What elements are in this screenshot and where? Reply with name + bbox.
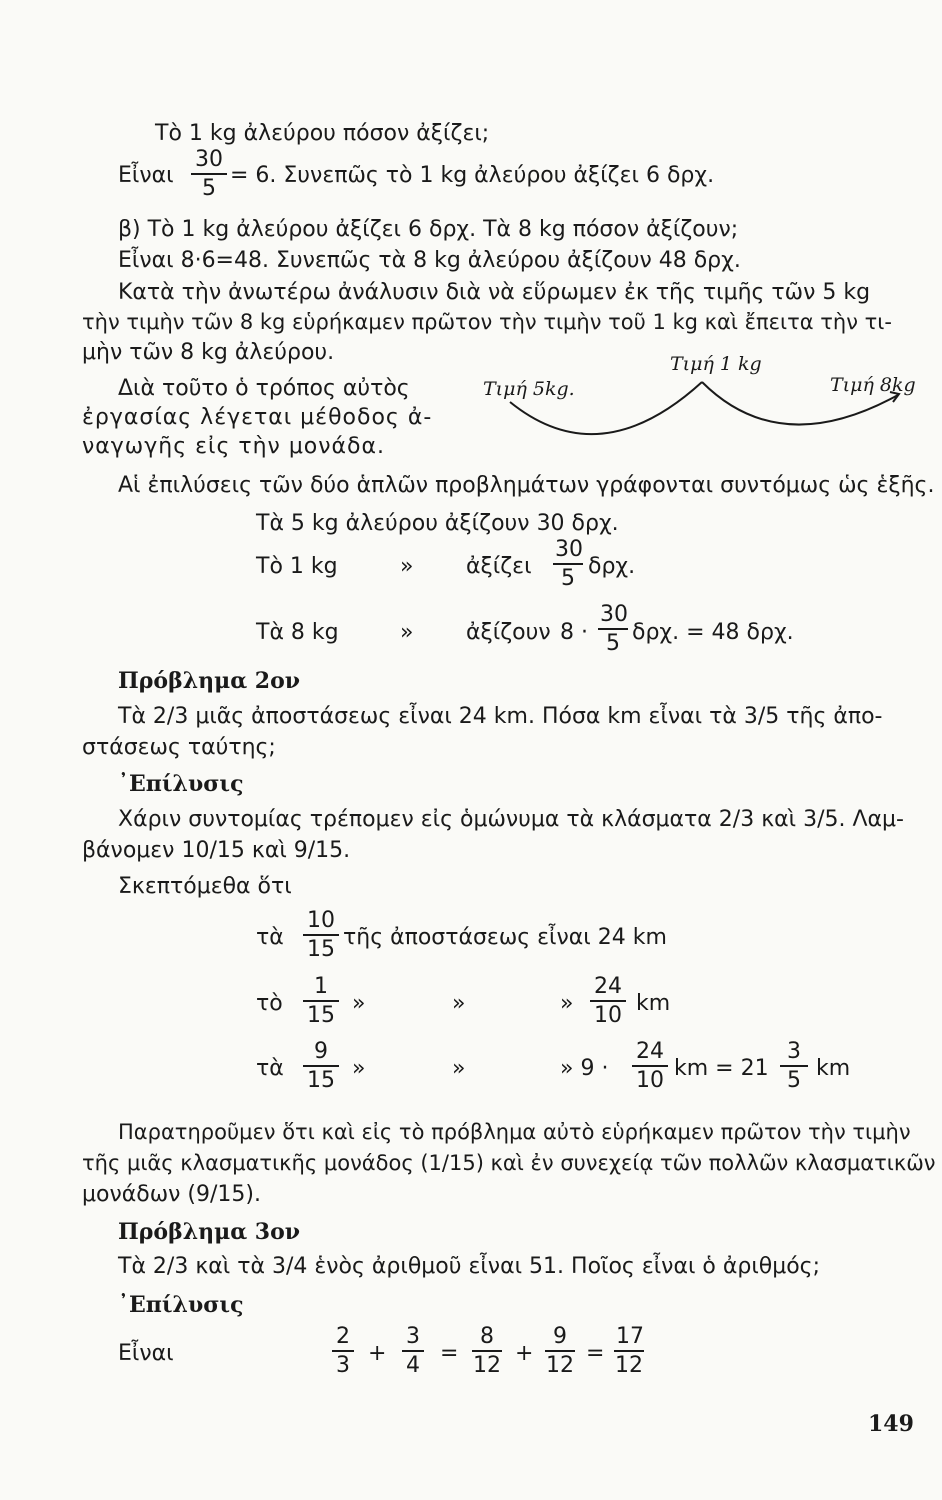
text-line: τὰ xyxy=(256,925,284,950)
text-line: δρχ. xyxy=(588,554,636,579)
text-line: τῆς μιᾶς κλασματικῆς μονάδος (1/15) καὶ ἐν συνεχείᾳ τῶν πολλῶν κλασματικῶν xyxy=(82,1151,936,1175)
text-line: km xyxy=(816,1056,851,1081)
fraction-numerator: 2 xyxy=(336,1324,350,1349)
fraction-denominator: 12 xyxy=(615,1353,643,1378)
fraction xyxy=(303,1041,339,1092)
text-line: τὴν τιμὴν τῶν 8 kg εὑρήκαμεν πρῶτον τὴν τιμὴν τοῦ 1 kg καὶ ἔπειτα τὴν τι- xyxy=(82,310,892,334)
math-operator: + xyxy=(515,1341,534,1366)
text-line: Χάριν συντομίας τρέπομεν εἰς ὁμώνυμα τὰ κλάσματα 2/3 καὶ 3/5. Λαμ- xyxy=(118,807,904,832)
fraction-denominator: 5 xyxy=(561,566,575,591)
text-line: στάσεως ταύτης; xyxy=(82,735,276,760)
fraction-numerator: 30 xyxy=(600,602,628,627)
fraction-numerator: 9 xyxy=(553,1324,567,1349)
text-line: Σκεπτόμεθα ὅτι xyxy=(118,874,292,899)
fraction-numerator: 10 xyxy=(307,908,335,933)
fraction-numerator: 30 xyxy=(195,147,223,172)
text-line: Τὸ 1 kg ἀλεύρου πόσον ἀξίζει; xyxy=(155,121,490,146)
fraction-denominator: 15 xyxy=(307,1003,335,1028)
math-operator: + xyxy=(368,1341,387,1366)
text-line: » xyxy=(352,991,366,1016)
fraction-numerator: 3 xyxy=(787,1039,801,1064)
text-line: Τὰ 8 kg xyxy=(256,620,339,645)
text-line: Παρατηροῦμεν ὅτι καὶ εἰς τὸ πρόβλημα αὐτὸ εὑρήκαμεν πρῶτον τὴν τιμὴν xyxy=(118,1120,911,1144)
text-line: » 9 · xyxy=(560,1056,609,1081)
diagram-label-price-5kg: Τιμή 5kg. xyxy=(483,378,575,400)
text-line: » xyxy=(400,554,414,579)
fraction-denominator: 15 xyxy=(307,937,335,962)
text-line: Διὰ τοῦτο ὁ τρόπος αὐτὸς xyxy=(118,376,410,401)
text-line: Εἶναι xyxy=(118,163,174,188)
text-line: μὴν τῶν 8 kg ἀλεύρου. xyxy=(82,340,335,365)
fraction xyxy=(632,1041,668,1092)
fraction xyxy=(590,976,626,1027)
diagram-label-price-8kg: Τιμή 8kg xyxy=(830,374,916,396)
fraction xyxy=(303,976,339,1027)
fraction-denominator: 5 xyxy=(202,176,216,201)
text-line: ἐργασίας λέγεται μέθοδος ἀ- xyxy=(82,405,433,430)
fraction xyxy=(191,149,227,200)
fraction-numerator: 24 xyxy=(594,974,622,999)
fraction xyxy=(614,1326,644,1377)
fraction xyxy=(598,604,628,655)
fraction xyxy=(402,1326,424,1377)
fraction xyxy=(303,910,339,961)
fraction xyxy=(553,539,583,590)
text-line: 8 · xyxy=(560,620,588,645)
fraction-numerator: 24 xyxy=(636,1039,664,1064)
text-line: Εἶναι 8·6=48. Συνεπῶς τὰ 8 kg ἀλεύρου ἀξίζουν 48 δρχ. xyxy=(118,248,741,273)
fraction-denominator: 5 xyxy=(606,631,620,656)
text-line: km xyxy=(636,991,671,1016)
text-line: Κατὰ τὴν ἀνωτέρω ἀνάλυσιν διὰ νὰ εὕρωμεν ἐκ τῆς τιμῆς τῶν 5 kg xyxy=(118,280,871,305)
fraction-numerator: 9 xyxy=(314,1039,328,1064)
section-heading: ᾿Επίλυσις xyxy=(118,771,244,797)
text-line: km = 21 xyxy=(674,1056,769,1081)
text-line: » xyxy=(560,991,574,1016)
fraction-numerator: 17 xyxy=(616,1324,644,1349)
math-operator: = xyxy=(586,1341,605,1366)
text-line: τὸ xyxy=(256,991,283,1016)
text-line: μονάδων (9/15). xyxy=(82,1182,261,1207)
fraction-denominator: 15 xyxy=(307,1068,335,1093)
text-line: ναγωγῆς εἰς τὴν μονάδα. xyxy=(82,434,386,459)
section-heading: Πρόβλημα 3ον xyxy=(118,1219,301,1245)
fraction-denominator: 5 xyxy=(787,1068,801,1093)
text-line: τῆς ἀποστάσεως εἶναι 24 km xyxy=(343,925,667,950)
text-line: βάνομεν 10/15 καὶ 9/15. xyxy=(82,838,351,863)
reduction-diagram xyxy=(480,370,910,440)
fraction-denominator: 12 xyxy=(546,1353,574,1378)
text-line: τὰ xyxy=(256,1056,284,1081)
text-line: Τὰ 2/3 καὶ τὰ 3/4 ἑνὸς ἀριθμοῦ εἶναι 51. Ποῖος εἶναι ὁ ἀριθμός; xyxy=(118,1254,821,1279)
fraction-denominator: 4 xyxy=(406,1353,420,1378)
text-line: Τὰ 2/3 μιᾶς ἀποστάσεως εἶναι 24 km. Πόσα km εἶναι τὰ 3/5 τῆς ἀπο- xyxy=(118,704,883,729)
text-line: = 6. Συνεπῶς τὸ 1 kg ἀλεύρου ἀξίζει 6 δρχ. xyxy=(230,163,715,188)
page-number: 149 xyxy=(868,1411,914,1437)
fraction-numerator: 1 xyxy=(314,974,328,999)
fraction-numerator: 30 xyxy=(555,537,583,562)
text-line: » xyxy=(352,1056,366,1081)
text-line: Αἱ ἐπιλύσεις τῶν δύο ἁπλῶν προβλημάτων γράφονται συντόμως ὡς ἑξῆς. xyxy=(118,473,935,498)
fraction-numerator: 8 xyxy=(480,1324,494,1349)
fraction xyxy=(780,1041,808,1092)
text-line: ἀξίζει xyxy=(466,554,532,579)
section-heading: Πρόβλημα 2ον xyxy=(118,668,301,694)
fraction xyxy=(545,1326,575,1377)
arc-right xyxy=(702,382,898,425)
fraction-numerator: 3 xyxy=(406,1324,420,1349)
text-line: ἀξίζουν xyxy=(466,620,551,645)
fraction xyxy=(332,1326,354,1377)
arc-left xyxy=(510,382,702,434)
fraction-denominator: 10 xyxy=(636,1068,664,1093)
text-line: Εἶναι xyxy=(118,1341,174,1366)
text-line: » xyxy=(452,1056,466,1081)
fraction-denominator: 10 xyxy=(594,1003,622,1028)
text-line: β) Τὸ 1 kg ἀλεύρου ἀξίζει 6 δρχ. Τὰ 8 kg πόσον ἀξίζουν; xyxy=(118,217,739,242)
text-line: » xyxy=(400,620,414,645)
text-line: » xyxy=(452,991,466,1016)
fraction-denominator: 3 xyxy=(336,1353,350,1378)
diagram-label-price-1kg: Τιμή 1 kg xyxy=(670,353,762,375)
fraction xyxy=(472,1326,502,1377)
text-line: Τὰ 5 kg ἀλεύρου ἀξίζουν 30 δρχ. xyxy=(256,511,619,536)
section-heading: ᾿Επίλυσις xyxy=(118,1292,244,1318)
text-line: δρχ. = 48 δρχ. xyxy=(632,620,794,645)
text-line: Τὸ 1 kg xyxy=(256,554,338,579)
fraction-denominator: 12 xyxy=(473,1353,501,1378)
math-operator: = xyxy=(440,1341,459,1366)
